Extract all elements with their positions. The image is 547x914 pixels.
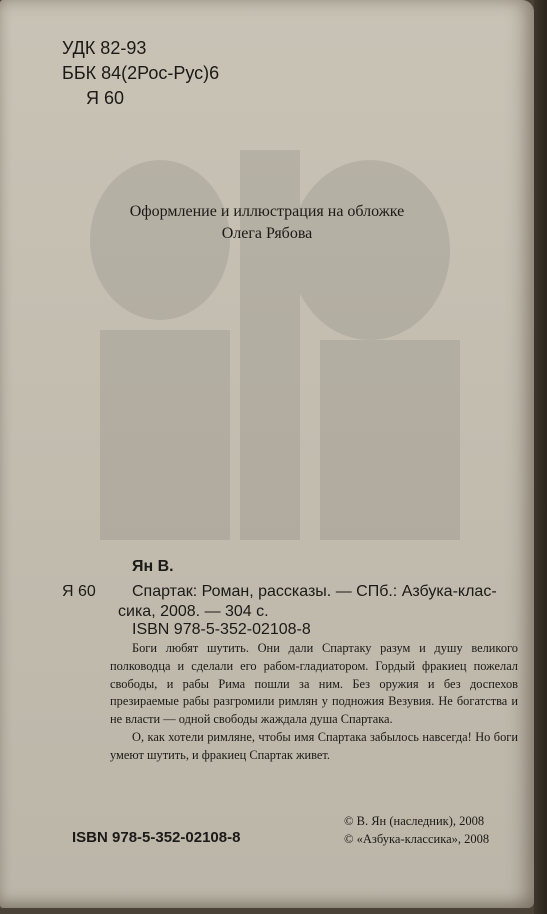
biblio-line1: Спартак: Роман, рассказы. — СПб.: Азбука-клас- (132, 583, 497, 600)
annotation-paragraph2: О, как хотели римляне, чтобы имя Спартака забылось навсегда! Но боги умеют шутить, и фракиец Спартак живет. (110, 729, 518, 762)
annotation-paragraph1: Боги любят шутить. Они дали Спартаку разум и душу великого полководца и сделали его рабом-гладиатором. Гордый фракиец пожелал свободы, и рабы Рима пошли за ним. Без оружия и без доспехов презираемые рабы разгромили римлян у подножия Везувия. Не богатства и не власти — одной свободы жаждала душа Спартака. (110, 641, 518, 727)
catalog-author-heading: Ян В. (132, 558, 174, 575)
author-mark: Я 60 (86, 88, 125, 108)
library-codes (62, 36, 219, 111)
catalog-call-mark: Я 60 (62, 583, 96, 600)
udk-code: УДК 82-93 (62, 38, 147, 58)
bleed-through-illustration (40, 130, 510, 560)
copyright-notice (344, 812, 489, 848)
copyright-line1: © В. Ян (наследник), 2008 (344, 814, 485, 828)
biblio-line2: сика, 2008. — 304 с. (118, 603, 269, 620)
design-credit-line1: Оформление и иллюстрация на обложке (129, 203, 405, 220)
isbn-bottom: ISBN 978-5-352-02108-8 (72, 829, 241, 846)
bbk-code: ББК 84(2Рос-Рус)6 (62, 63, 220, 83)
bibliographic-description (118, 582, 523, 622)
catalog-isbn: ISBN 978-5-352-02108-8 (132, 621, 311, 638)
copyright-line2: © «Азбука-классика», 2008 (344, 832, 490, 846)
design-credit-line2: Олега Рябова (221, 225, 313, 242)
page-edge-shadow (534, 0, 547, 914)
design-credit (0, 201, 534, 245)
annotation (110, 640, 518, 765)
